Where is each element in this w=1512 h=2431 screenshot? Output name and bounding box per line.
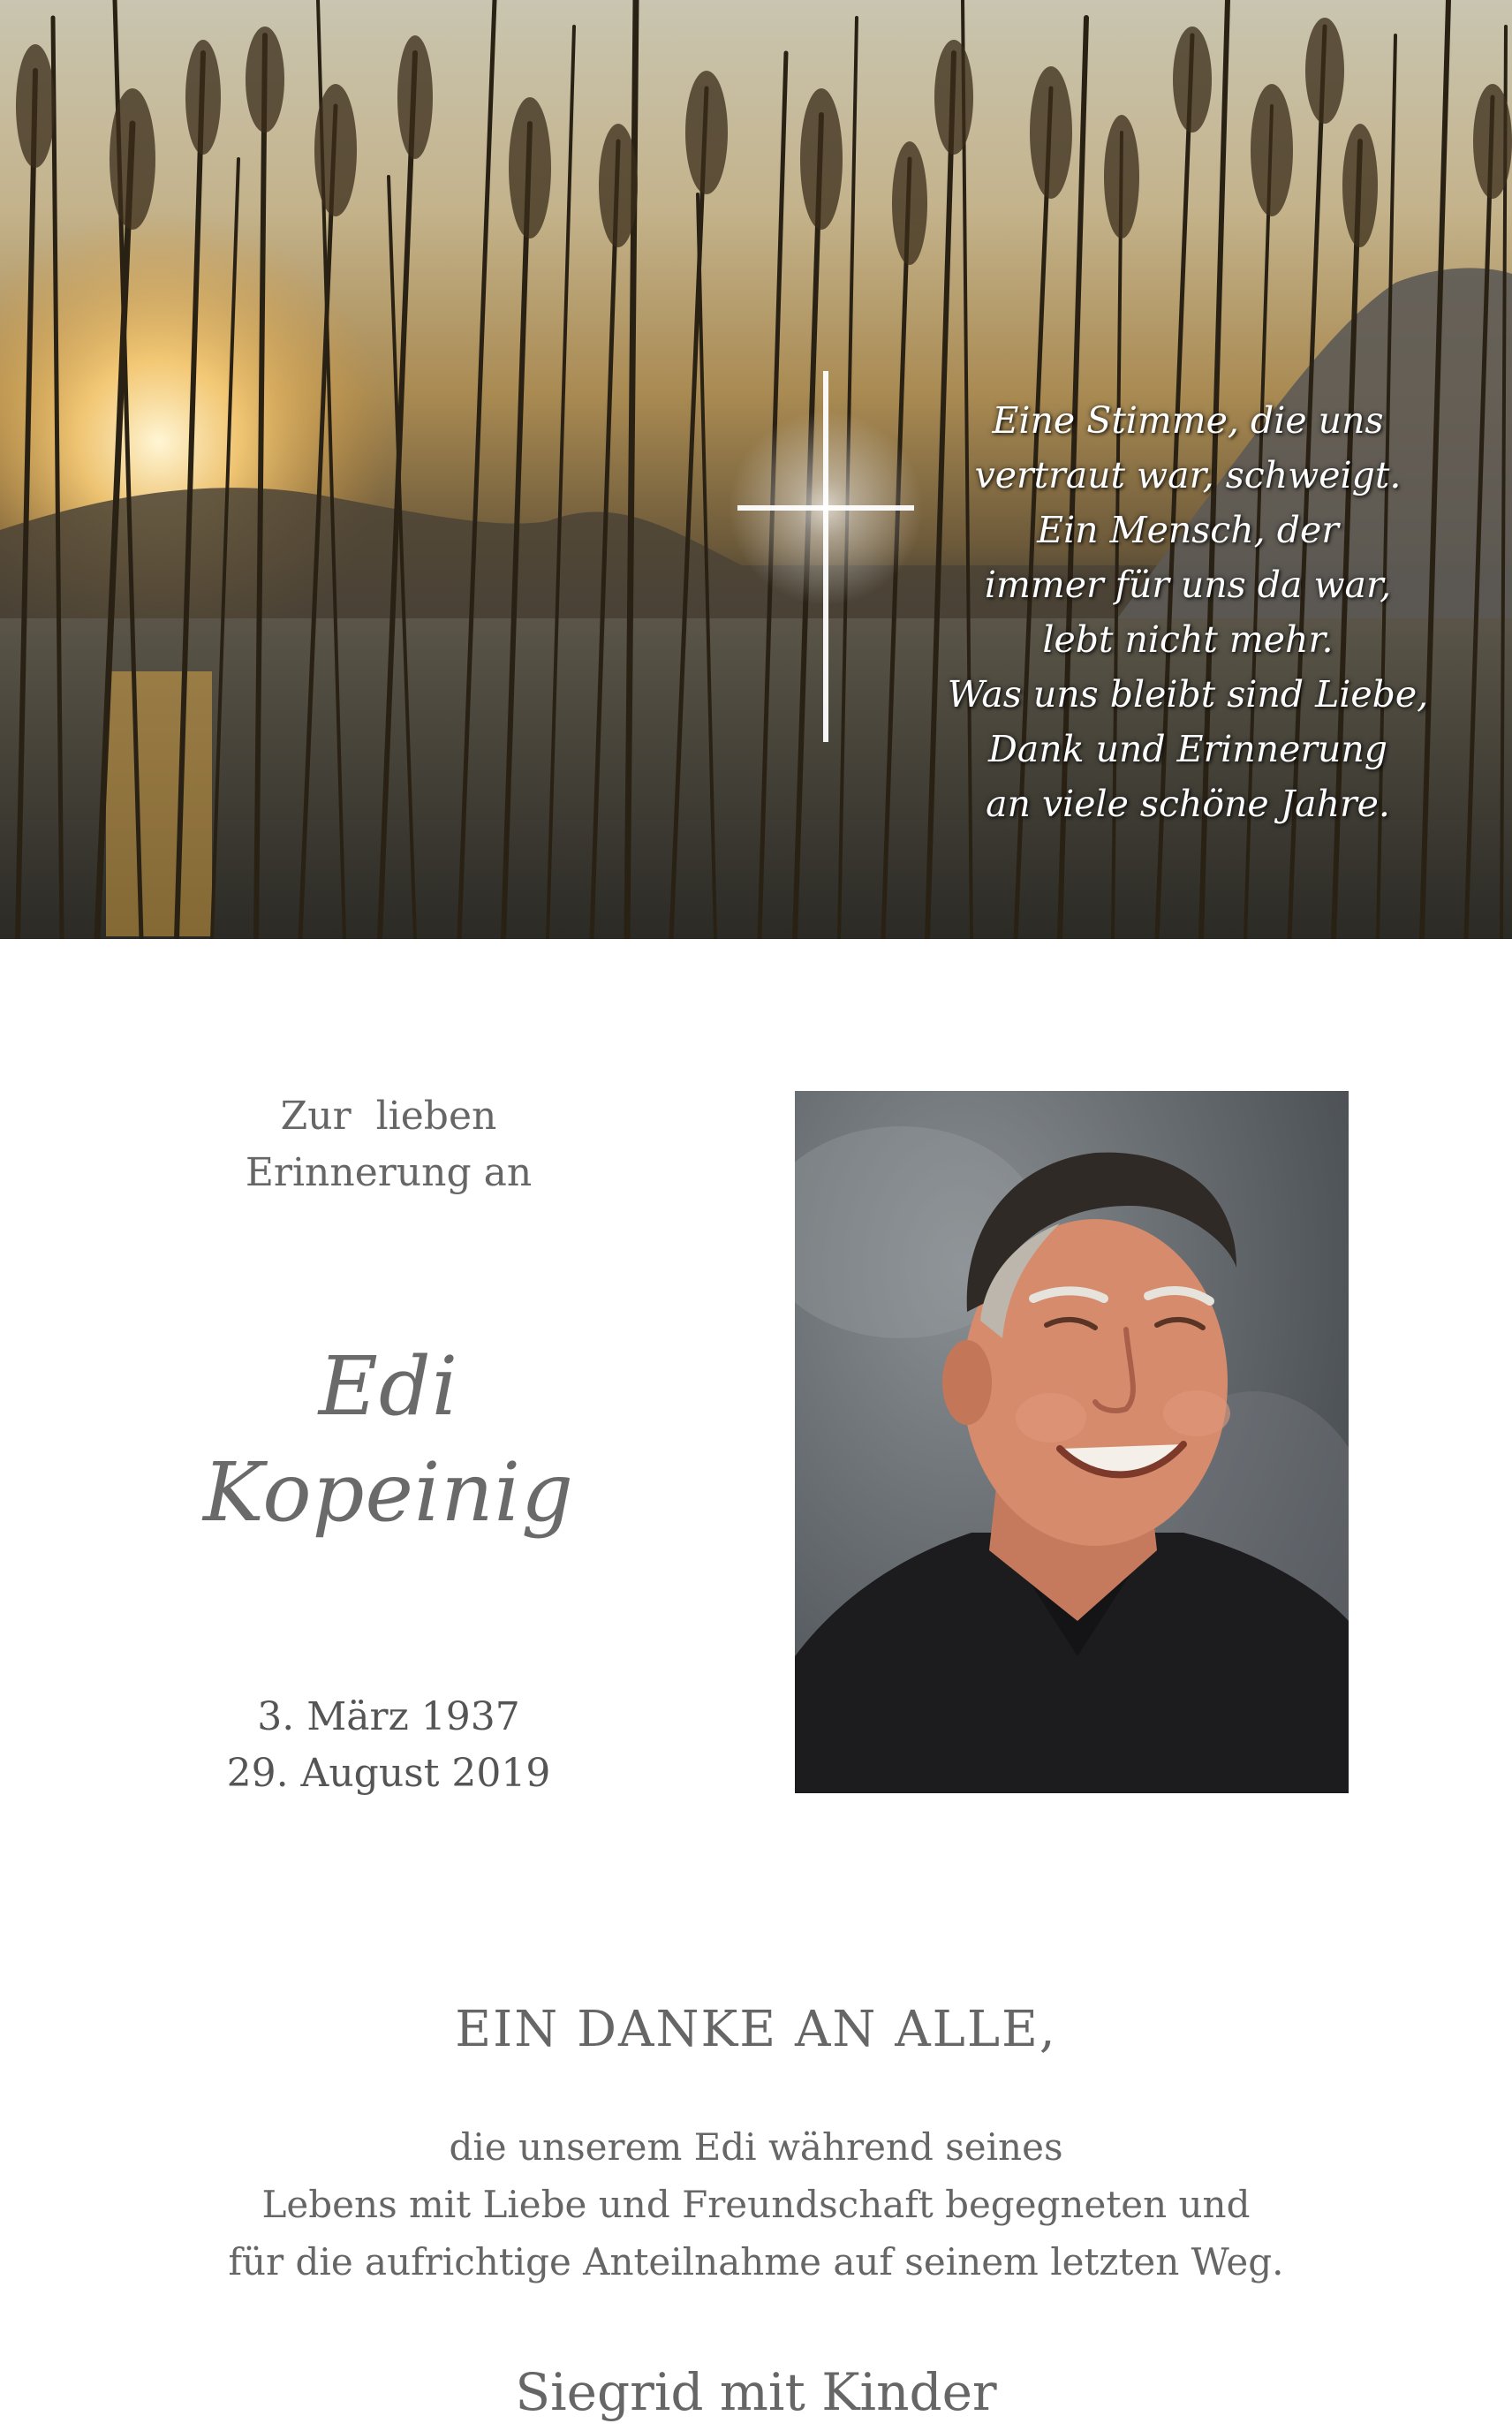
life-dates [177, 1689, 601, 1802]
verse-line: an viele schöne Jahre. [986, 783, 1390, 825]
intro-line-1: Zur lieben [280, 1094, 497, 1139]
thanks-line: für die aufrichtige Anteilnahme auf seinem letzten Weg. [228, 2240, 1284, 2283]
intro-line-2: Erinnerung an [245, 1150, 533, 1195]
header-photo [0, 0, 1512, 939]
verse-line: vertraut war, schweigt. [974, 454, 1402, 496]
memorial-verse [901, 393, 1475, 831]
thanks-line: die unserem Edi während seines [449, 2125, 1063, 2169]
birth-date: 3. März 1937 [257, 1694, 520, 1739]
verse-line: immer für uns da war, [984, 564, 1392, 606]
verse-line: Ein Mensch, der [1037, 509, 1339, 551]
verse-line: Was uns bleibt sind Liebe, [947, 673, 1429, 716]
memorial-intro [177, 1088, 601, 1201]
portrait-image [795, 1091, 1349, 1793]
thanks-line: Lebens mit Liebe und Freundschaft begegneten und [261, 2183, 1251, 2226]
last-name: Kopeinig [203, 1445, 574, 1540]
death-date: 29. August 2019 [226, 1751, 551, 1796]
sun-reflection [106, 671, 212, 936]
thanks-message [88, 2118, 1424, 2291]
portrait-photo [795, 1091, 1349, 1793]
deceased-name [159, 1334, 618, 1546]
first-name: Edi [318, 1339, 459, 1434]
verse-line: lebt nicht mehr. [1042, 618, 1334, 661]
thanks-title: EIN DANKE AN ALLE, [455, 2001, 1057, 2058]
family-signature: Siegrid mit Kinder [515, 2362, 997, 2422]
verse-line: Dank und Erinnerung [987, 728, 1388, 770]
verse-line: Eine Stimme, die uns [992, 399, 1384, 442]
